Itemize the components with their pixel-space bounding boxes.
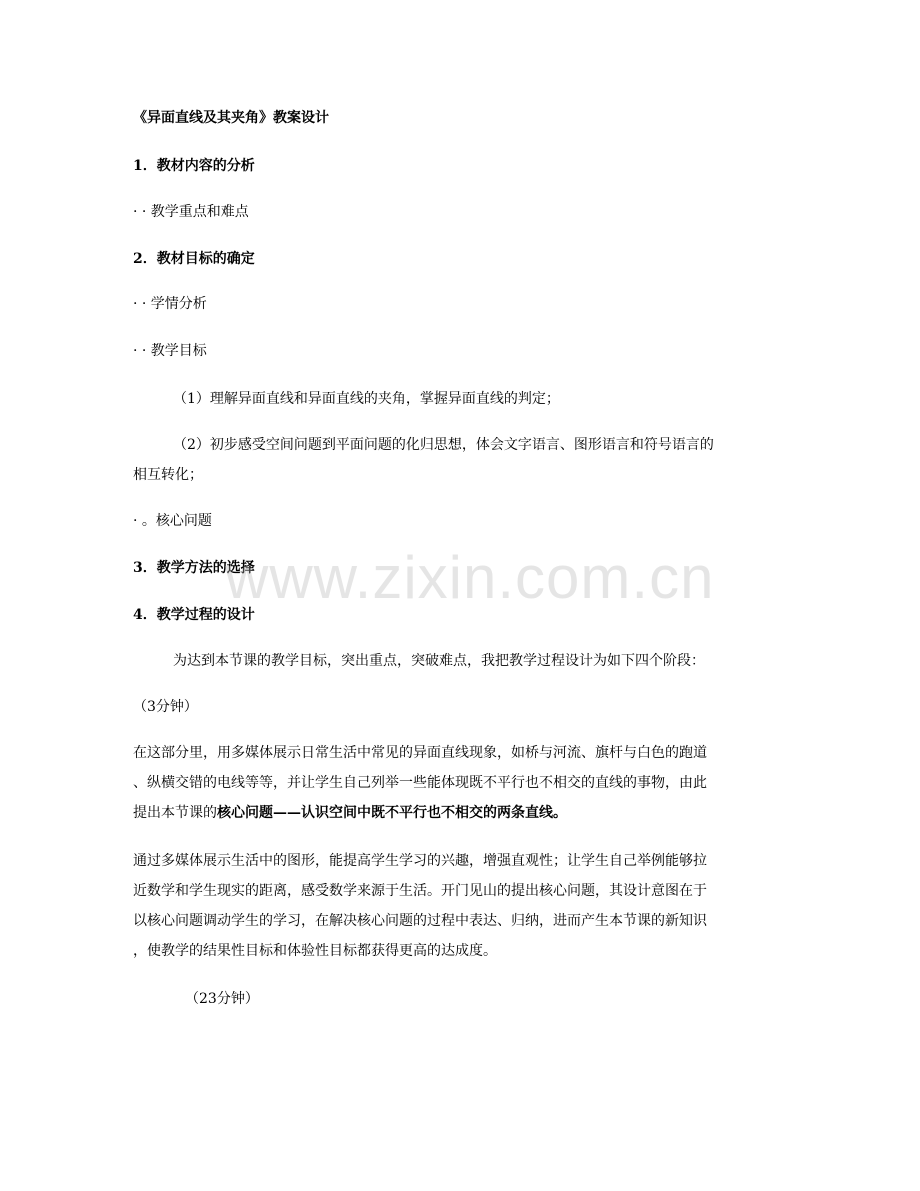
- paragraph-1-line-2: 、纵横交错的电线等等，并让学生自己列举一些能体现既不平行也不相交的直线的事物，由此: [133, 775, 707, 791]
- paragraph-2-line-1: 通过多媒体展示生活中的图形，能提高学生学习的兴趣，增强直观性；让学生自己举例能够拉: [133, 853, 707, 869]
- paragraph-1-line-3: [133, 803, 567, 823]
- site-watermark: www.zixin.com.cn: [225, 544, 715, 611]
- goal-item-1: （1）理解异面直线和异面直线的夹角，掌握异面直线的判定；: [173, 391, 560, 407]
- stage-time-1: （3分钟）: [133, 699, 198, 715]
- paragraph-1-line-1: 在这部分里，用多媒体展示日常生活中常见的异面直线现象，如桥与河流、旗杆与白色的跑道: [133, 745, 707, 761]
- bullet-item-key-points: · · 教学重点和难点: [133, 204, 249, 220]
- paragraph-2-line-2: 近数学和学生现实的距离，感受数学来源于生活。开门见山的提出核心问题，其设计意图在于: [133, 883, 707, 899]
- goal-item-2-line-2: 相互转化；: [133, 467, 203, 483]
- section-heading-1: 1．教材内容的分析: [133, 158, 255, 174]
- section-heading-2: 2．教材目标的确定: [133, 251, 255, 267]
- goal-item-2-line-1: （2）初步感受空间问题到平面问题的化归思想，体会文字语言、图形语言和符号语言的: [173, 437, 714, 453]
- process-intro: 为达到本节课的教学目标，突出重点，突破难点，我把教学过程设计为如下四个阶段：: [173, 653, 705, 669]
- paragraph-2-line-3: 以核心问题调动学生的学习，在解决核心问题的过程中表达、归纳，进而产生本节课的新知识: [133, 913, 707, 929]
- stage-time-2: （23分钟）: [185, 991, 259, 1007]
- document-title: 《异面直线及其夹角》教案设计: [133, 110, 329, 126]
- bullet-item-learner-analysis: · · 学情分析: [133, 296, 207, 312]
- bullet-item-core-question: · 。核心问题: [133, 513, 212, 529]
- bullet-item-teaching-goals: · · 教学目标: [133, 343, 207, 359]
- paragraph-2-line-4: ，使教学的结果性目标和体验性目标都获得更高的达成度。: [133, 943, 497, 959]
- core-question-highlight: 核心问题——认识空间中既不平行也不相交的两条直线。: [217, 805, 567, 821]
- section-heading-3: 3．教学方法的选择: [133, 560, 255, 576]
- paragraph-1-lead-text: 提出本节课的: [133, 805, 217, 821]
- section-heading-4: 4．教学过程的设计: [133, 607, 255, 623]
